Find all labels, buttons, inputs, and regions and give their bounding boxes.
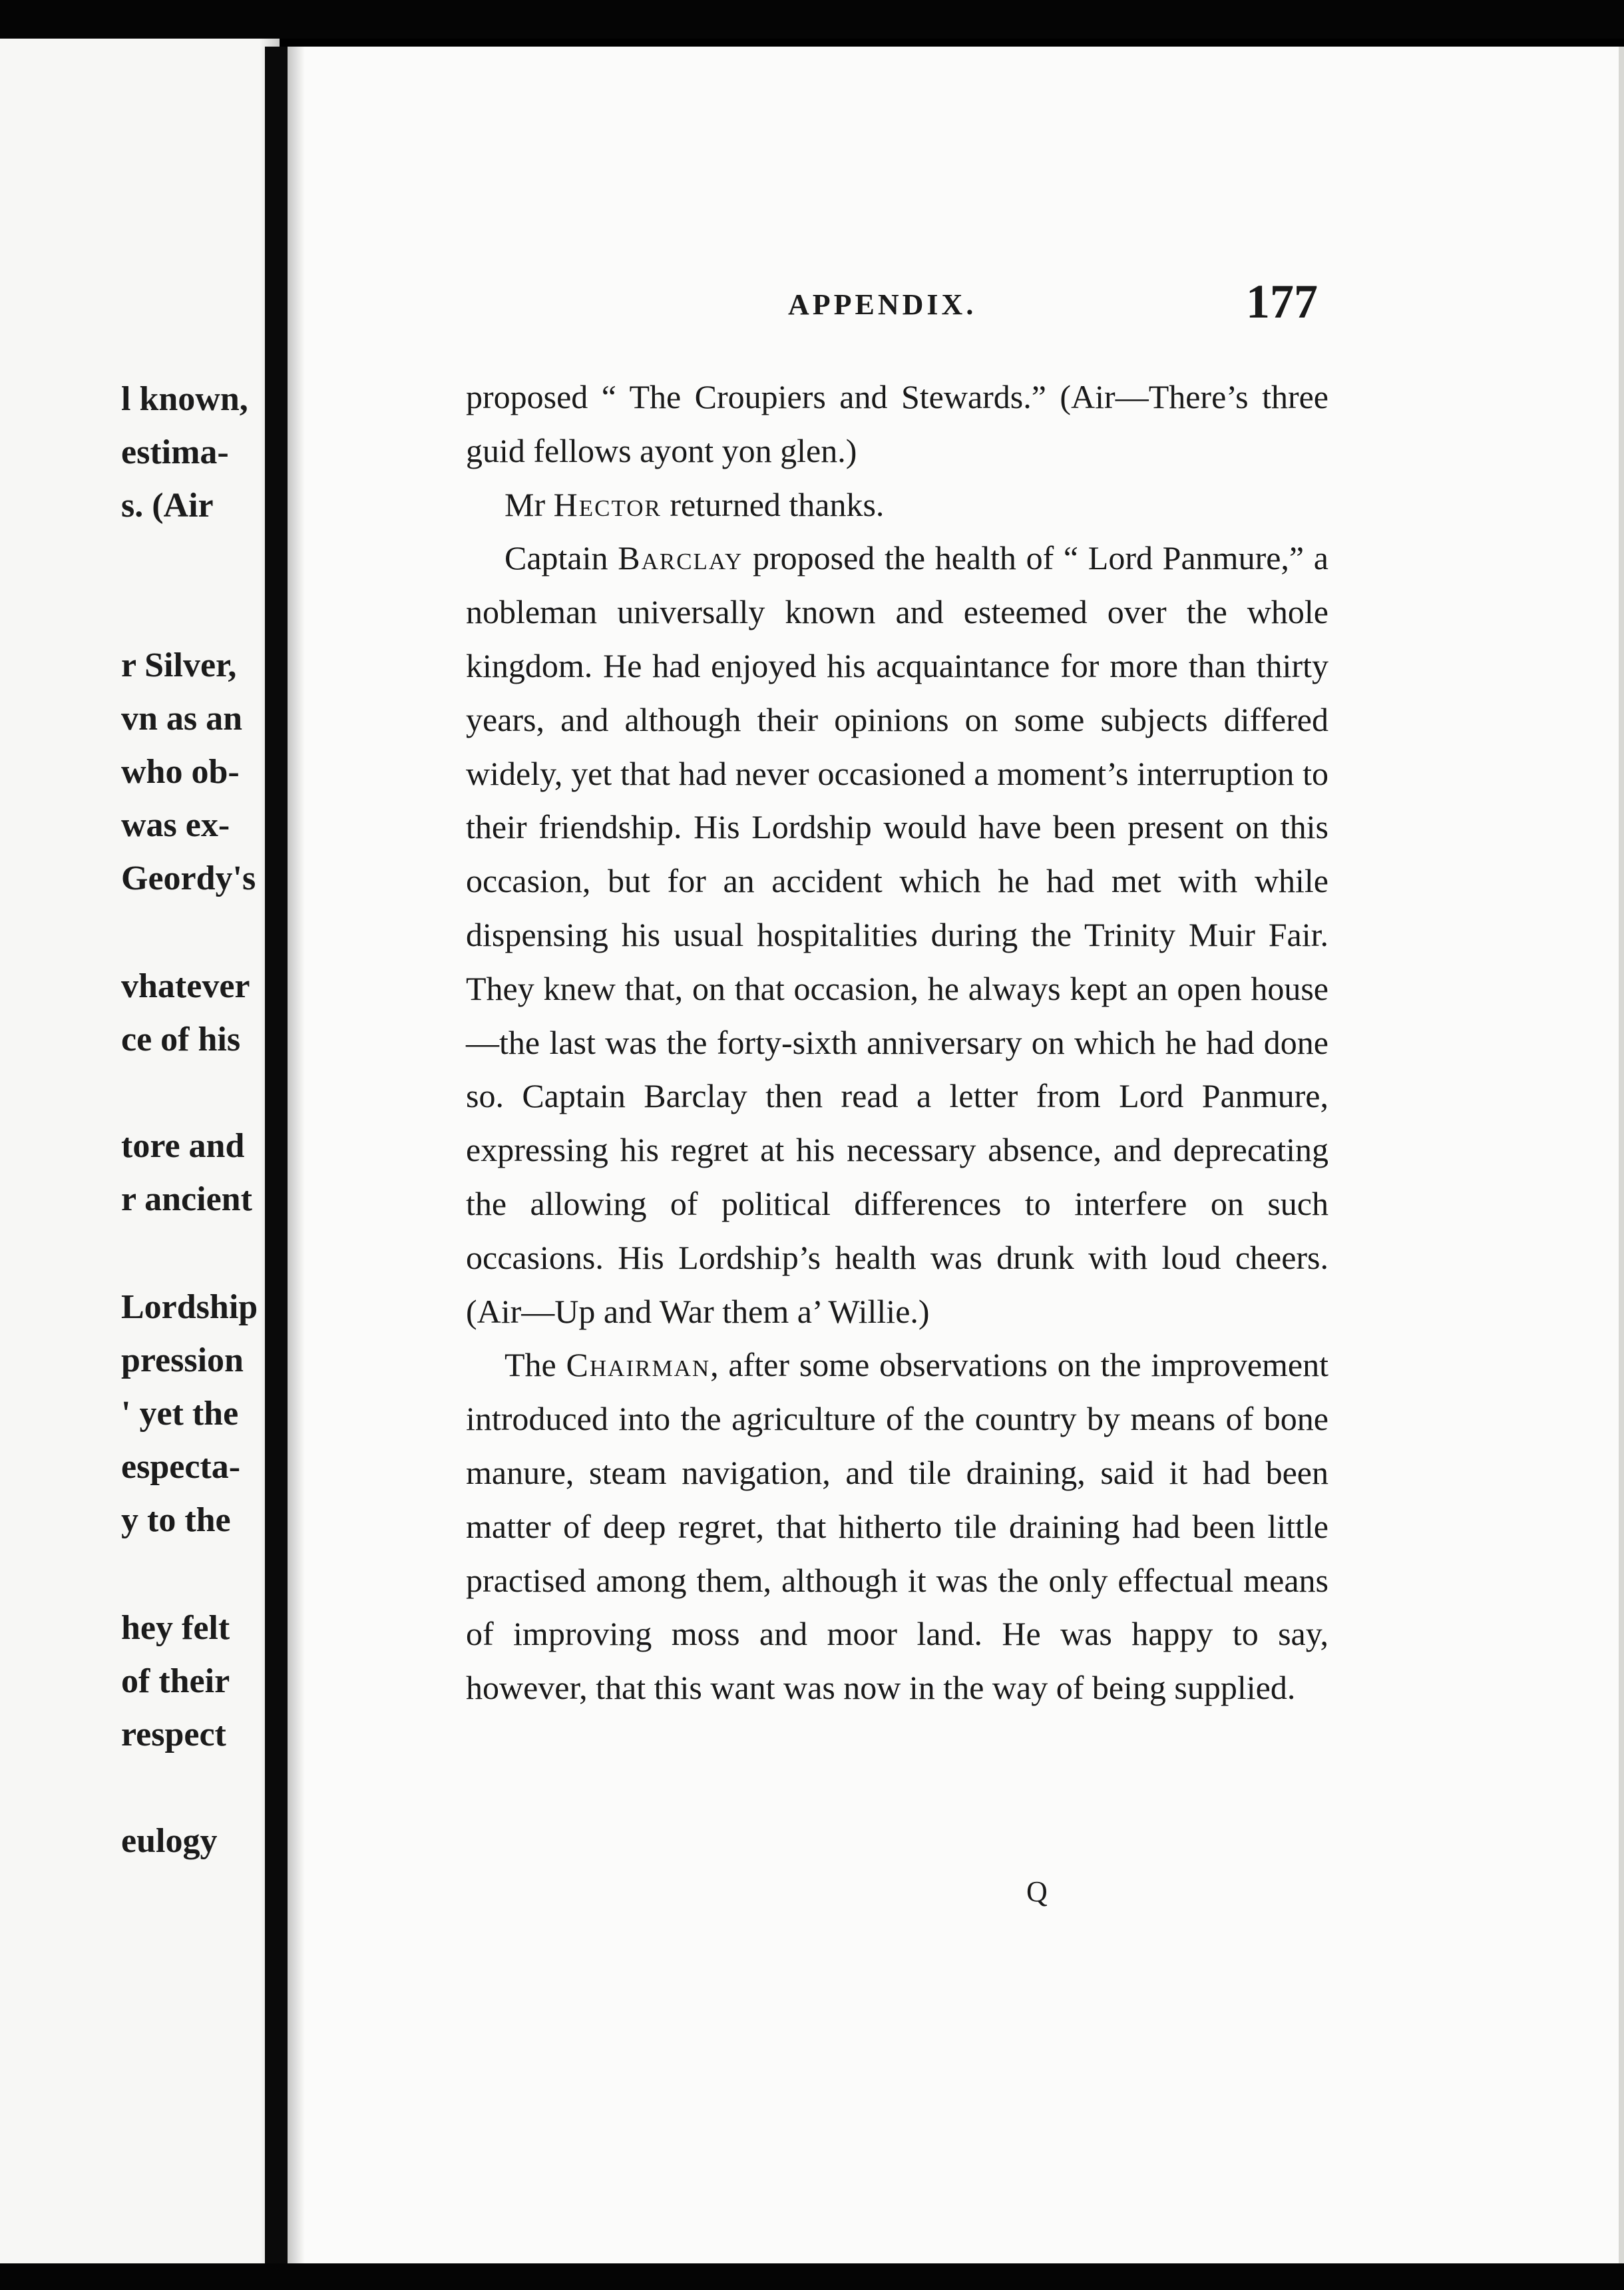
paragraph-lead: Mr: [505, 485, 554, 523]
paragraph: [466, 531, 1328, 1338]
right-page-gutter-shadow: [288, 47, 305, 2263]
left-page-line-fragment: Lordship: [121, 1288, 258, 1326]
paragraph: [466, 370, 1328, 478]
left-page-line-fragment: hey felt: [121, 1609, 230, 1647]
paragraph-text: , after some observations on the improvement introduced into the agriculture of the country by means of bone manure, steam navigation, and tile draining, said it had been matter of deep regret, that hitherto tile draining had been little practised among them, although it was the only effectual means of improving moss and moor land. He was happy to say, however, that this want was now in the way of being supplied.: [466, 1346, 1328, 1707]
paragraph: [466, 1338, 1328, 1715]
scan-bottom-edge: [0, 2263, 1624, 2290]
left-page-line-fragment: r Silver,: [121, 646, 237, 684]
paragraph-lead: The: [505, 1346, 566, 1384]
left-page: [0, 39, 280, 2263]
left-page-line-fragment: ce of his: [121, 1021, 241, 1058]
page-number: 177: [1246, 275, 1318, 328]
left-page-line-fragment: estima-: [121, 433, 229, 471]
speaker-name: Chairman: [566, 1346, 711, 1384]
left-page-line-fragment: eulogy: [121, 1822, 218, 1860]
page-body: [466, 370, 1328, 1715]
speaker-name: Hector: [553, 485, 662, 523]
left-page-line-fragment: vn as an: [121, 700, 243, 738]
paragraph: [466, 478, 1328, 532]
left-page-line-fragment: vhatever: [121, 967, 250, 1005]
left-page-line-fragment: respect: [121, 1716, 226, 1753]
paragraph-text: proposed the health of “ Lord Panmure,” a nobleman universally known and esteemed over the whole kingdom. He had enjoyed his acquaintance for more than thirty years, and although their opinions on some subjects differed widely, yet that had never occasioned a moment’s interruption to their friendship. His Lordship would have been present on this occasion, but for an accident which he had met with while dispensing his usual hospitalities during the Trinity Muir Fair. They knew that, on that occasion, he always kept an open house—the last was the forty-sixth anniversary on which he had done so. Captain Barclay then read a letter from Lord Panmure, expressing his regret at his necessary absence, and deprecating the allowing of political differences to interfere on such occasions. His Lordship’s health was drunk with loud cheers. (Air—Up and War them a’ Willie.): [466, 539, 1328, 1330]
running-head: APPENDIX.: [788, 288, 977, 321]
page-fore-edge: [1619, 47, 1624, 2263]
left-page-line-fragment: ' yet the: [121, 1395, 239, 1433]
left-page-line-fragment: y to the: [121, 1501, 231, 1539]
left-page-line-fragment: Geordy's: [121, 859, 256, 897]
left-page-line-fragment: tore and: [121, 1127, 245, 1165]
left-page-line-fragment: of their: [121, 1662, 230, 1700]
left-page-line-fragment: l known,: [121, 380, 248, 418]
left-page-line-fragment: especta-: [121, 1448, 241, 1486]
left-page-line-fragment: was ex-: [121, 806, 230, 844]
left-page-line-fragment: who ob-: [121, 753, 240, 791]
signature-mark: Q: [1026, 1875, 1048, 1908]
speaker-name: Barclay: [618, 539, 743, 577]
scan-top-edge: [0, 0, 1624, 39]
paragraph-text: returned thanks.: [661, 485, 885, 523]
paragraph-text: proposed “ The Croupiers and Stewards.” (Air—There’s three guid fellows ayont yon glen.): [466, 378, 1328, 469]
left-page-line-fragment: r ancient: [121, 1180, 252, 1218]
paragraph-lead: Captain: [505, 539, 618, 577]
right-page: [288, 47, 1624, 2263]
left-page-line-fragment: pression: [121, 1341, 244, 1379]
left-page-line-fragment: s. (Air: [121, 487, 214, 525]
